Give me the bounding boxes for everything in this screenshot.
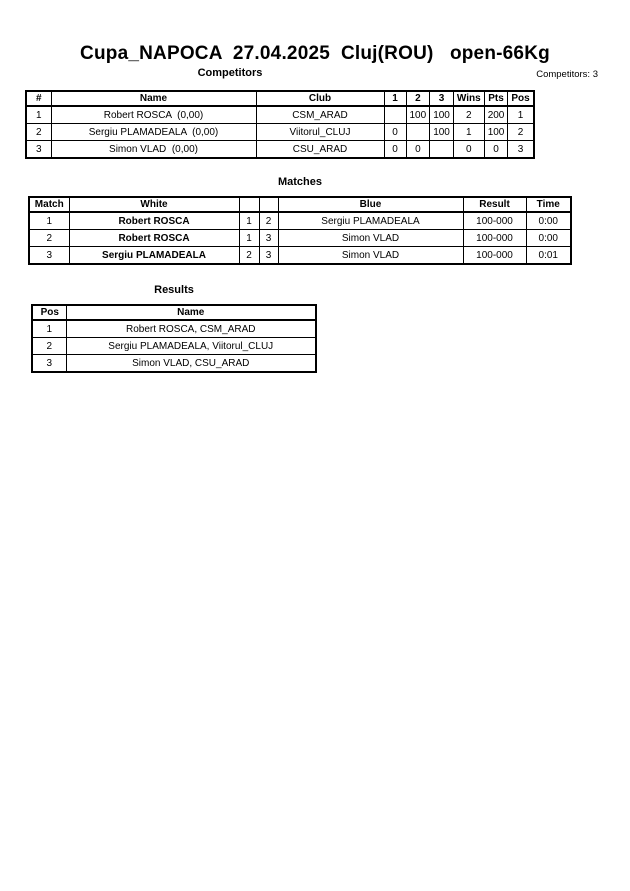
match-number: 1 [29,212,69,230]
match-result: 100-000 [463,212,526,230]
competitor-club: Viitorul_CLUJ [256,124,384,141]
matches-header-result: Result [463,197,526,212]
match-white-num: 1 [239,212,259,230]
result-row [32,320,316,338]
match-blue-num: 2 [259,212,278,230]
results-header-row [32,305,316,320]
result-row [32,338,316,355]
competitor-pts: 100 [484,124,508,141]
competitor-row [26,124,534,141]
match-row [29,212,571,230]
results-header-name: Name [66,305,316,320]
competitor-score-1: 0 [384,124,406,141]
match-time: 0:00 [526,212,571,230]
competitor-num: 2 [26,124,51,141]
competitors-header-c2: 2 [406,91,430,106]
competitor-pts: 200 [484,106,508,124]
matches-header-bluenum [259,197,278,212]
competitor-score-1 [384,106,406,124]
match-white-name: Robert ROSCA [69,212,239,230]
result-name: Robert ROSCA, CSM_ARAD [66,320,316,338]
competitor-score-3: 100 [430,106,454,124]
match-white-name: Robert ROSCA [69,230,239,247]
competitor-wins: 0 [453,141,484,159]
competitor-pos: 3 [508,141,534,159]
competitors-header-pts: Pts [484,91,508,106]
match-blue-name: Sergiu PLAMADEALA [278,212,463,230]
match-number: 2 [29,230,69,247]
match-blue-name: Simon VLAD [278,247,463,265]
result-name: Sergiu PLAMADEALA, Viitorul_CLUJ [66,338,316,355]
matches-header-white: White [69,197,239,212]
competitor-score-1: 0 [384,141,406,159]
competitors-section-title: Competitors [197,67,263,79]
matches-header-match: Match [29,197,69,212]
competitor-num: 1 [26,106,51,124]
competitor-name: Robert ROSCA (0,00) [51,106,256,124]
match-white-name: Sergiu PLAMADEALA [69,247,239,265]
competitors-header-pos: Pos [508,91,534,106]
competitor-club: CSU_ARAD [256,141,384,159]
match-white-num: 1 [239,230,259,247]
result-row [32,355,316,373]
competitor-pts: 0 [484,141,508,159]
competitors-count: Competitors: 3 [536,69,598,80]
match-time: 0:00 [526,230,571,247]
competitors-header-num: # [26,91,51,106]
matches-header-row [29,197,571,212]
match-white-num: 2 [239,247,259,265]
matches-table [28,196,572,265]
competitor-club: CSM_ARAD [256,106,384,124]
competitor-pos: 2 [508,124,534,141]
competitor-pos: 1 [508,106,534,124]
competitors-header-c1: 1 [384,91,406,106]
competitor-wins: 1 [453,124,484,141]
competitor-wins: 2 [453,106,484,124]
match-row [29,230,571,247]
competitor-num: 3 [26,141,51,159]
match-time: 0:01 [526,247,571,265]
matches-header-time: Time [526,197,571,212]
match-result: 100-000 [463,230,526,247]
competitor-score-2 [406,124,430,141]
competitors-header-name: Name [51,91,256,106]
competitor-score-2: 100 [406,106,430,124]
competitors-header-c3: 3 [430,91,454,106]
result-pos: 2 [32,338,66,355]
results-section-title: Results [154,284,194,296]
competitor-row [26,106,534,124]
result-pos: 3 [32,355,66,373]
competitors-header-wins: Wins [453,91,484,106]
match-blue-name: Simon VLAD [278,230,463,247]
competitor-score-3 [430,141,454,159]
match-blue-num: 3 [259,230,278,247]
page-title: Cupa_NAPOCA 27.04.2025 Cluj(ROU) open-66Kg [80,43,550,64]
results-header-pos: Pos [32,305,66,320]
competitors-header-row [26,91,534,106]
competitor-row [26,141,534,159]
matches-header-blue: Blue [278,197,463,212]
competitor-score-3: 100 [430,124,454,141]
result-name: Simon VLAD, CSU_ARAD [66,355,316,373]
result-pos: 1 [32,320,66,338]
competitor-name: Sergiu PLAMADEALA (0,00) [51,124,256,141]
match-row [29,247,571,265]
results-table [31,304,317,373]
match-number: 3 [29,247,69,265]
competitors-header-club: Club [256,91,384,106]
competitor-name: Simon VLAD (0,00) [51,141,256,159]
matches-header-whitenum [239,197,259,212]
competitors-table [25,90,535,159]
competitor-score-2: 0 [406,141,430,159]
matches-section-title: Matches [277,176,323,188]
match-blue-num: 3 [259,247,278,265]
match-result: 100-000 [463,247,526,265]
